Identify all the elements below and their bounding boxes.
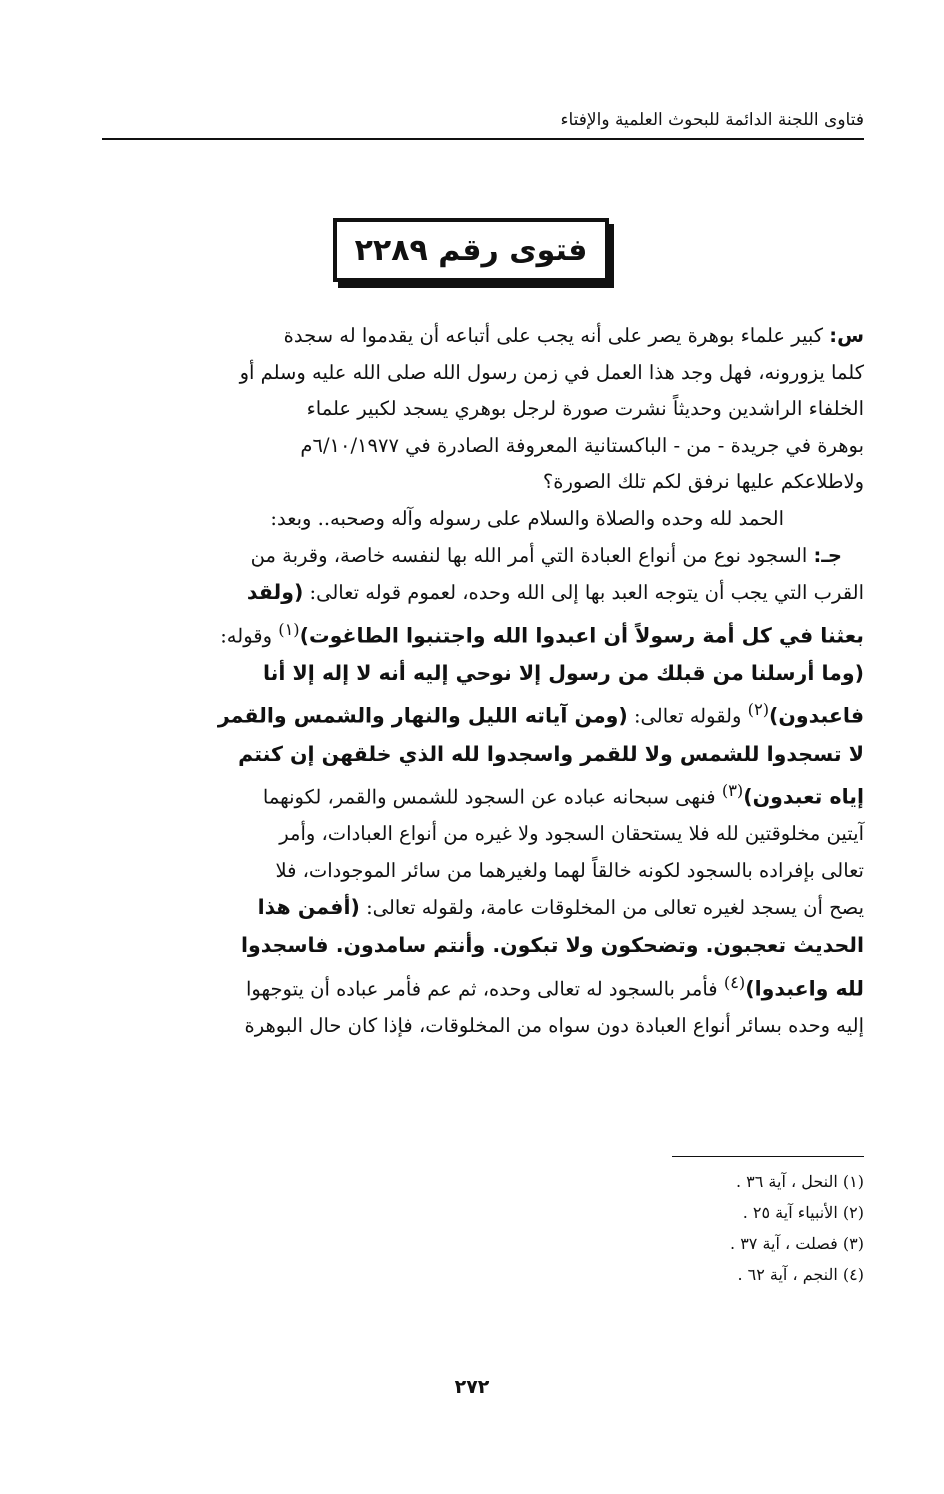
answer-line: يصح أن يسجد لغيره تعالى من المخلوقات عامة، ولقوله تعالى: (أفمن هذا bbox=[257, 895, 864, 920]
quran-verse: (أفمن هذا bbox=[257, 895, 360, 920]
quran-verse: فاعبدون) bbox=[769, 703, 864, 728]
footnote-ref: (١) bbox=[278, 619, 300, 639]
quran-verse: (ولقد bbox=[246, 580, 304, 605]
running-header bbox=[102, 108, 864, 140]
question-line: ولاطلاعكم عليها نرفق لكم تلك الصورة؟ bbox=[542, 470, 864, 494]
quran-verse: (وما أرسلنا من قبلك من رسول إلا نوحي إليه أنه لا إله إلا أنا bbox=[262, 660, 864, 685]
question-paragraph bbox=[112, 318, 864, 501]
answer-line: بعثنا في كل أمة رسولاً أن اعبدوا الله واجتنبوا الطاغوت)$^{(١)}$ وقوله: bbox=[220, 619, 864, 648]
footnotes bbox=[560, 1166, 864, 1290]
question-line: الخلفاء الراشدين وحديثاً نشرت صورة لرجل بوهري يسجد لكبير علماء bbox=[306, 397, 864, 421]
footnote-item: (٢) الأنبياء آية ٢٥ . bbox=[742, 1203, 864, 1222]
footnote-item: (١) النحل ، آية ٣٦ . bbox=[735, 1172, 864, 1191]
quran-verse: (ومن آياته الليل والنهار والشمس والقمر bbox=[217, 703, 628, 728]
answer-line bbox=[112, 927, 864, 965]
answer-line: لله واعبدوا)$^{(٤)}$ فأمر بالسجود له تعالى وحده، ثم عم فأمر عباده أن يتوجهوا bbox=[246, 972, 864, 1001]
question-line: كلما يزورونه، فهل وجد هذا العمل في زمن رسول الله صلى الله عليه وسلم أو bbox=[239, 360, 864, 384]
fatwa-title: فتوى رقم ٢٢٨٩ bbox=[354, 232, 588, 268]
footnote-ref: (٢) bbox=[747, 700, 770, 720]
answer-line bbox=[112, 736, 864, 774]
quran-verse: إياه تعبدون) bbox=[743, 784, 864, 809]
answer-line: القرب التي يجب أن يتوجه العبد بها إلى الله وحده، لعموم قوله تعالى: (ولقد bbox=[246, 580, 864, 605]
question-label: س: bbox=[829, 324, 864, 347]
page-number: ٢٧٢ bbox=[454, 1376, 490, 1398]
footnote-ref: (٤) bbox=[723, 972, 746, 992]
praise-line: الحمد لله وحده والصلاة والسلام على رسوله وآله وصحبه.. وبعد: bbox=[270, 506, 784, 530]
footnote-item: (٤) النجم ، آية ٦٢ . bbox=[737, 1265, 864, 1284]
quran-verse: الحديث تعجبون. وتضحكون ولا تبكون. وأنتم سامدون. فاسجدوا bbox=[240, 933, 864, 957]
question-line: س: كبير علماء بوهرة يصر على أنه يجب على أتباعه أن يقدموا له سجدة bbox=[283, 324, 864, 347]
answer-line: جـ: السجود نوع من أنواع العبادة التي أمر الله بها لنفسه خاصة، وقربة من bbox=[250, 543, 842, 567]
quran-verse: لا تسجدوا للشمس ولا للقمر واسجدوا لله الذي خلقهن إن كنتم bbox=[238, 741, 864, 766]
footnote-ref: (٣) bbox=[721, 781, 744, 801]
answer-paragraph bbox=[112, 538, 864, 1045]
answer-line: فاعبدون)$^{(٢)}$ ولقوله تعالى: (ومن آياته الليل والنهار والشمس والقمر bbox=[217, 700, 864, 728]
footnote-item: (٣) فصلت ، آية ٣٧ . bbox=[730, 1234, 864, 1253]
quran-verse: بعثنا في كل أمة رسولاً أن اعبدوا الله واجتنبوا الطاغوت) bbox=[299, 623, 864, 648]
running-header-title: فتاوى اللجنة الدائمة للبحوث العلمية والإفتاء bbox=[554, 110, 864, 130]
fatwa-body bbox=[112, 318, 864, 1044]
answer-line: تعالى بإفراده بالسجود لكونه خالقاً لهما ولغيرهما من سائر الموجودات، فلا bbox=[275, 858, 864, 882]
answer-label: جـ: bbox=[813, 543, 842, 567]
praise-paragraph bbox=[112, 501, 864, 538]
footnote-divider bbox=[672, 1156, 864, 1157]
answer-line: آيتين مخلوقتين لله فلا يستحقان السجود ولا غيره من أنواع العبادات، وأمر bbox=[279, 822, 864, 846]
fatwa-title-box bbox=[333, 218, 609, 282]
question-line: بوهرة في جريدة - من - الباكستانية المعروفة الصادرة في ٦/١٠/١٩٧٧م bbox=[300, 433, 864, 457]
quran-verse: لله واعبدوا) bbox=[745, 976, 864, 1001]
answer-line bbox=[112, 655, 864, 693]
answer-line: إليه وحده بسائر أنواع العبادة دون سواه من المخلوقات، فإذا كان حال البوهرة bbox=[244, 1013, 864, 1037]
answer-line: إياه تعبدون)$^{(٣)}$ فنهى سبحانه عباده عن السجود للشمس والقمر، لكونهما bbox=[262, 781, 864, 809]
